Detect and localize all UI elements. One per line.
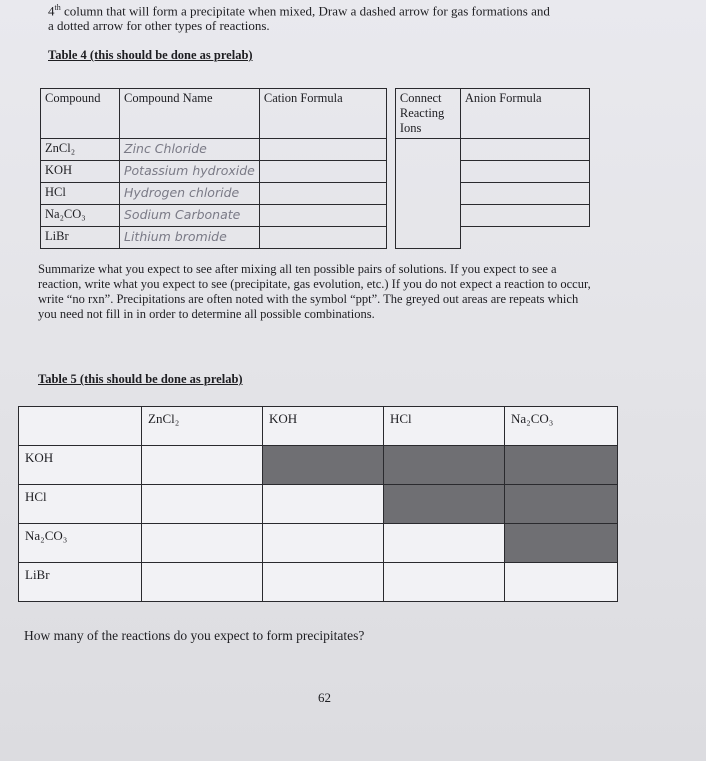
table5-col-header: Na₂CO₃	[505, 407, 618, 446]
table4-compound: HCl	[41, 183, 120, 205]
table4-compound-name: Potassium hydroxide	[120, 161, 260, 183]
table4-cation-cell[interactable]	[259, 183, 386, 205]
table5-grey-cell	[505, 485, 618, 524]
summary-instructions	[38, 262, 598, 322]
intro-line1-prefix: 4	[48, 3, 55, 19]
table5-cell[interactable]	[263, 485, 384, 524]
table5-grey-cell	[384, 446, 505, 485]
table5-row-header: Na₂CO₃	[19, 524, 142, 563]
table4-cation-cell[interactable]	[259, 161, 386, 183]
table4-connect-cell[interactable]	[395, 139, 460, 249]
table5-cell[interactable]	[384, 563, 505, 602]
table5-caption: Table 5 (this should be done as prelab)	[38, 372, 243, 386]
table4-anion-cell[interactable]	[460, 161, 589, 183]
table5-row-header: KOH	[19, 446, 142, 485]
table5-grey-cell	[505, 446, 618, 485]
table5-grey-cell	[263, 446, 384, 485]
summary-text: Summarize what you expect to see after mixing all ten possible pairs of solutions. If you expect to see a reaction, write what you expect to see (precipitate, gas evolution, etc.) If you do not expect a reaction to occur, write “no rxn”. Precipitations are often noted with the symbol “ppt”. The greyed out areas are repeats which you need not fill in in order to determine all possible combinations.	[38, 262, 591, 321]
table4-header-compound: Compound	[41, 89, 120, 139]
table4	[40, 88, 590, 249]
table5-cell[interactable]	[142, 446, 263, 485]
table4-anion-cell[interactable]	[460, 205, 589, 227]
table5-col-header: HCl	[384, 407, 505, 446]
table4-cation-cell[interactable]	[259, 205, 386, 227]
table5-cell[interactable]	[263, 563, 384, 602]
table5	[18, 406, 618, 602]
table4-anion-cell[interactable]	[460, 139, 589, 161]
table4-cation-cell[interactable]	[259, 227, 386, 249]
table4-compound-name: Lithium bromide	[120, 227, 260, 249]
table5-cell[interactable]	[263, 524, 384, 563]
table4-header-anion: Anion Formula	[460, 89, 589, 139]
table4-header-name: Compound Name	[120, 89, 260, 139]
intro-line2: a dotted arrow for other types of reactions.	[48, 18, 270, 34]
table4-compound-name: Sodium Carbonate	[120, 205, 260, 227]
table5-row-header: HCl	[19, 485, 142, 524]
table5-cell[interactable]	[142, 485, 263, 524]
table5-cell[interactable]	[384, 524, 505, 563]
page-number: 62	[318, 690, 331, 705]
intro-line1-mid: column that will form a precipitate when mixed,	[60, 3, 319, 19]
table5-corner-cell	[19, 407, 142, 446]
table5-cell[interactable]	[142, 563, 263, 602]
precipitate-question: How many of the reactions do you expect to form precipitates?	[24, 628, 365, 643]
intro-line1-sup: th	[54, 3, 61, 12]
table4-compound: Na₂CO₃	[41, 205, 120, 227]
table4-caption: Table 4 (this should be done as prelab)	[48, 48, 253, 62]
table5-grey-cell	[384, 485, 505, 524]
table4-cation-cell[interactable]	[259, 139, 386, 161]
table4-anion-cell[interactable]	[460, 183, 589, 205]
intro-line1-tail: Draw a dashed arrow for gas formations and	[318, 3, 550, 19]
table4-compound: ZnCl₂	[41, 139, 120, 161]
table5-col-header: KOH	[263, 407, 384, 446]
table4-header-connect: Connect Reacting Ions	[395, 89, 460, 139]
table4-header-cation: Cation Formula	[259, 89, 386, 139]
table4-compound-name: Zinc Chloride	[120, 139, 260, 161]
table5-row-header: LiBr	[19, 563, 142, 602]
table4-compound: KOH	[41, 161, 120, 183]
table4-compound: LiBr	[41, 227, 120, 249]
table5-cell[interactable]	[142, 524, 263, 563]
table5-col-header: ZnCl₂	[142, 407, 263, 446]
table5-cell[interactable]	[505, 563, 618, 602]
intro-text	[48, 0, 668, 33]
table4-compound-name: Hydrogen chloride	[120, 183, 260, 205]
table5-grey-cell	[505, 524, 618, 563]
